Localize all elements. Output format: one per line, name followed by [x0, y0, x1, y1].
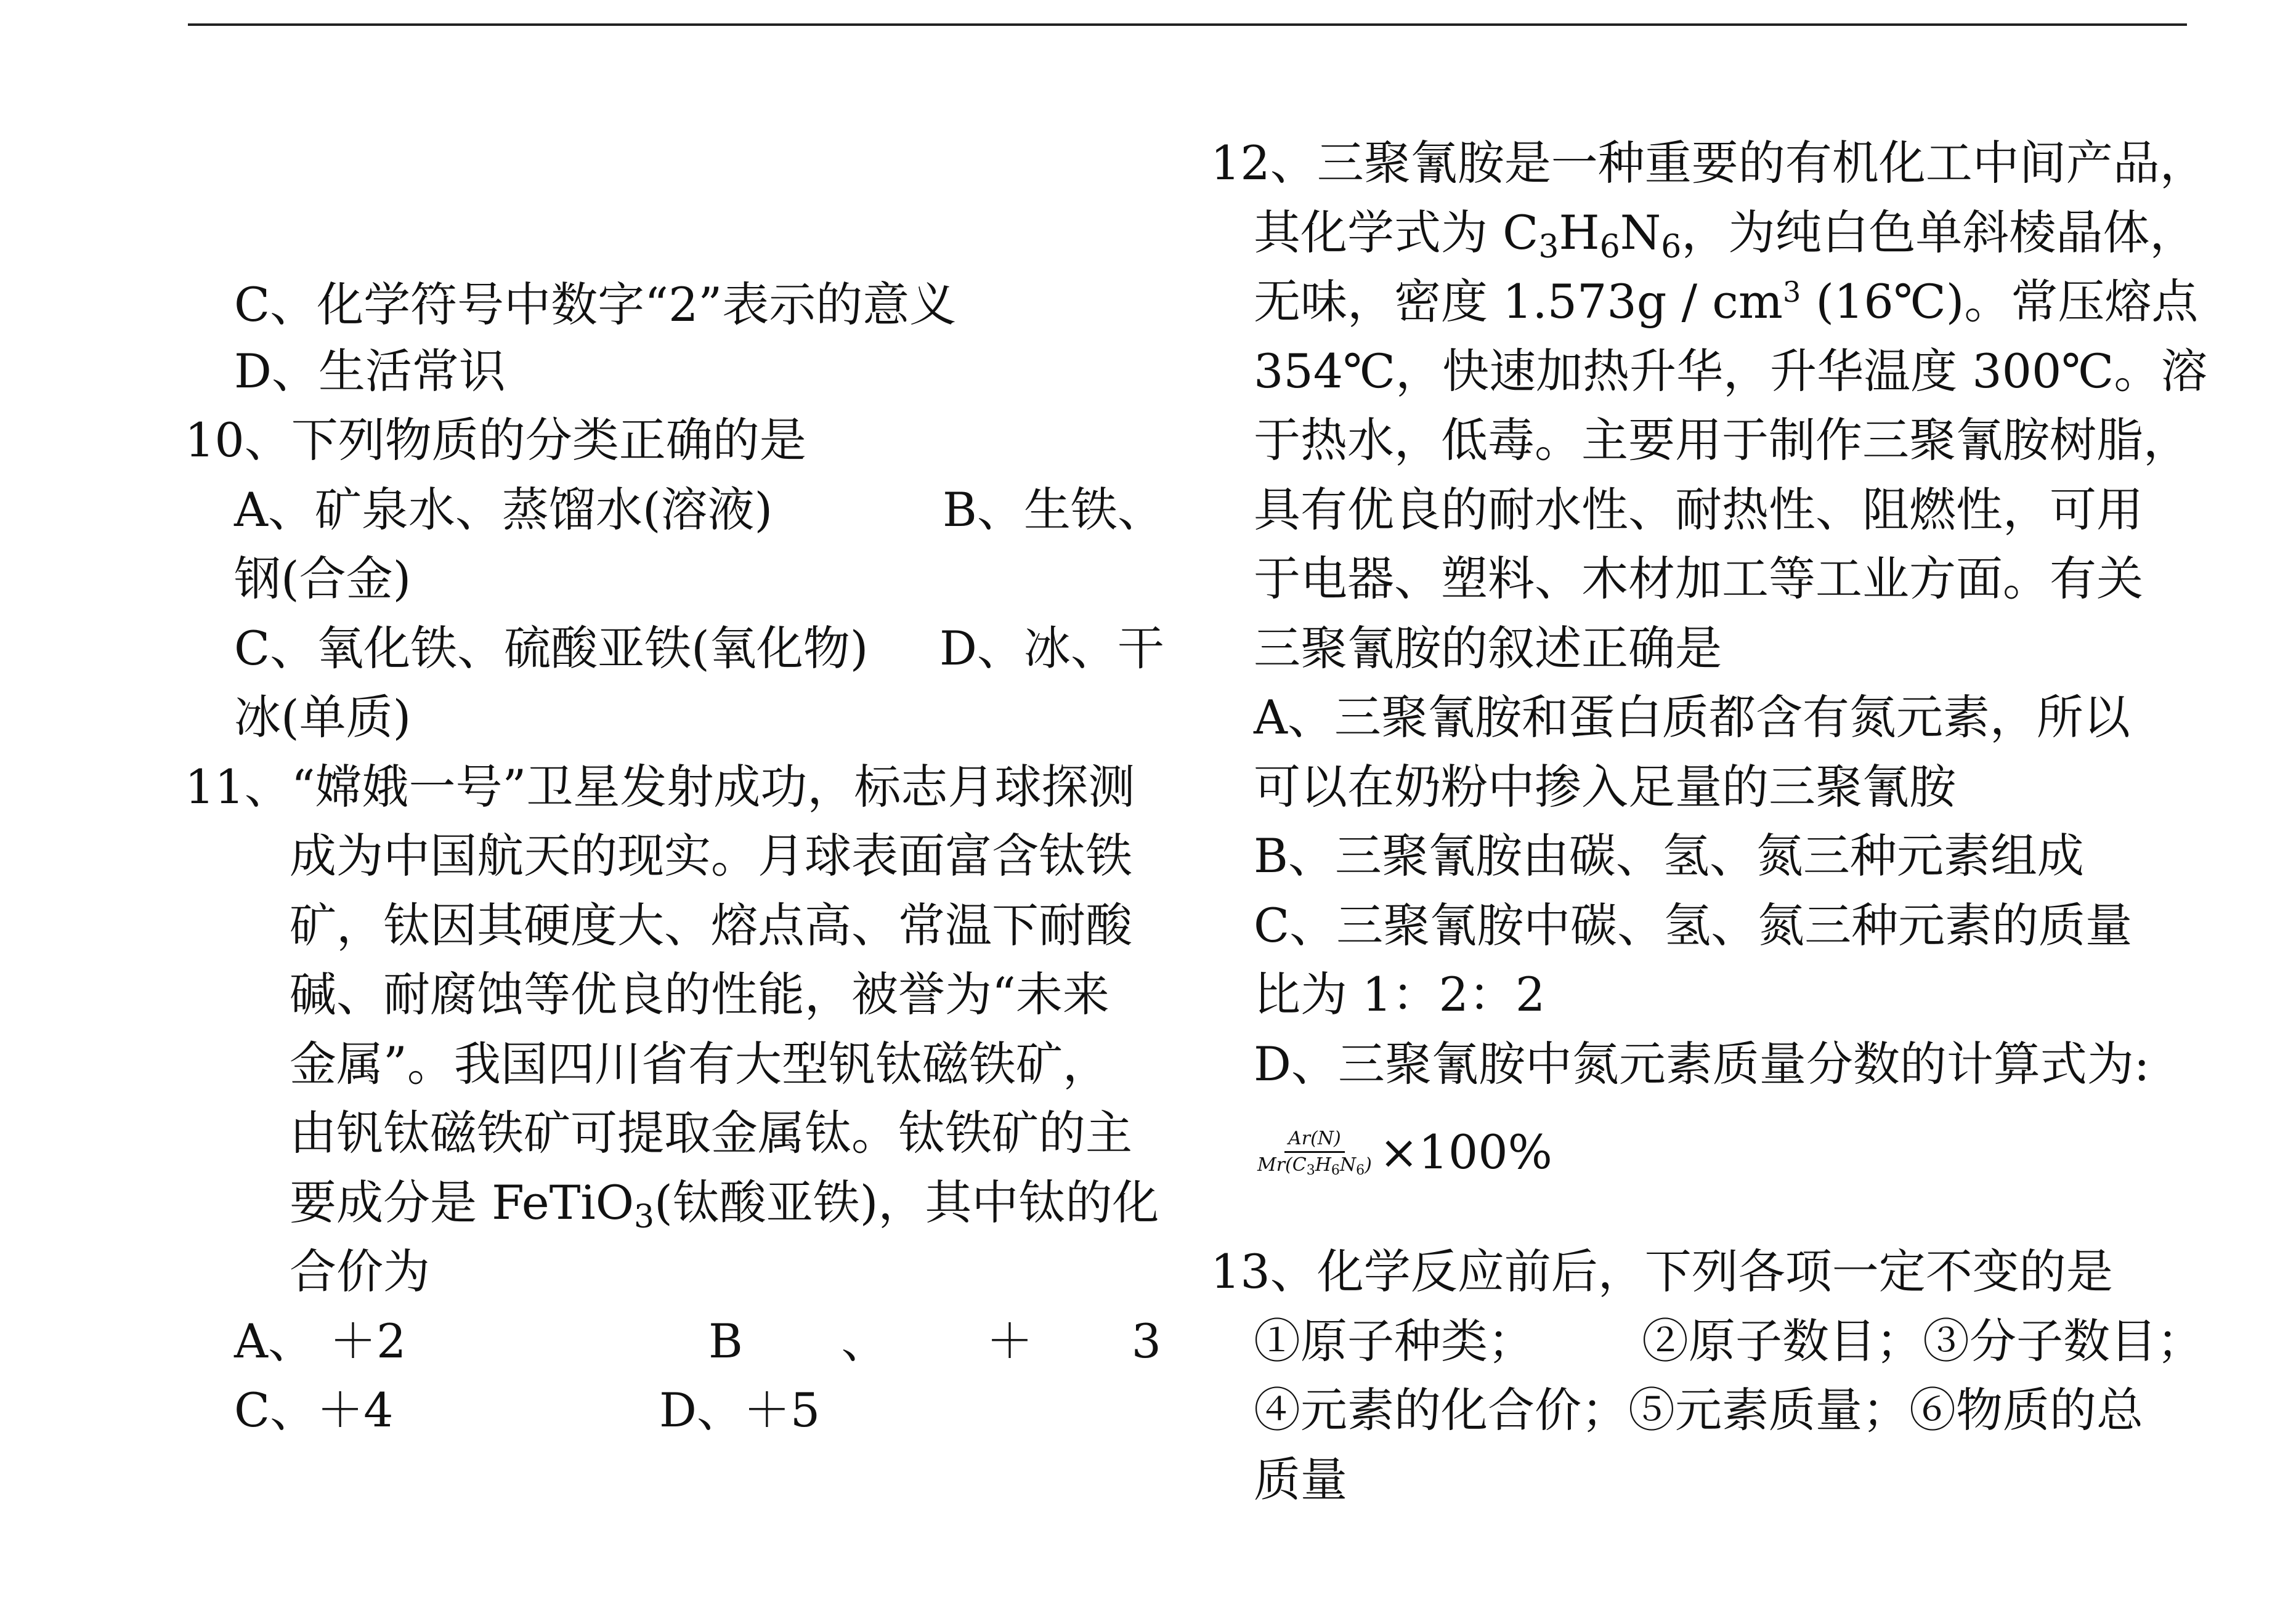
fraction — [1254, 1128, 1376, 1176]
q12-option-a-line-2: 可以在奶粉中掺入足量的三聚氰胺 — [1254, 759, 1956, 814]
q11-line-1: 11、“嫦娥一号”卫星发射成功，标志月球探测 — [185, 759, 1135, 814]
q11-line-7-post: (钛酸亚铁)，其中钛的化 — [654, 1175, 1159, 1230]
q13-items-line-1a: ①原子种类； — [1254, 1314, 1535, 1368]
q11-option-b — [708, 1311, 1161, 1372]
q11-option-a: A、 ＋2 — [234, 1314, 407, 1368]
formula-subscript: 6 — [1356, 1162, 1365, 1178]
formula-element: N — [1339, 1154, 1357, 1176]
q12-line-3-pre: 无味，密度 1.573g / cm — [1254, 274, 1783, 329]
q10-option-b-end: 钢(合金) — [234, 551, 412, 606]
q10-option-a: A、矿泉水、蒸馏水(溶液) — [234, 482, 773, 537]
formula-element: N — [1620, 205, 1661, 260]
formula-element: H — [1315, 1154, 1331, 1176]
q10-stem: 10、下列物质的分类正确的是 — [185, 413, 806, 467]
q11-line-7 — [290, 1172, 1159, 1234]
q10-option-c: C、氧化铁、硫酸亚铁(氧化物) — [234, 621, 869, 676]
header-rule — [188, 23, 2187, 26]
q11-option-b-sign: ＋ — [986, 1314, 1034, 1368]
fraction-multiplier: ×100% — [1379, 1124, 1552, 1179]
q12-line-3-post: (16℃)。常压熔点 — [1801, 274, 2199, 329]
formula-subscript: 6 — [1331, 1162, 1340, 1178]
formula-subscript: 3 — [1306, 1162, 1315, 1178]
q9-option-c: C、化学符号中数字“2”表示的意义 — [234, 277, 957, 332]
q11-option-d: D、＋5 — [659, 1383, 821, 1437]
q9-option-d: D、生活常识 — [234, 344, 506, 398]
den-post: ) — [1365, 1154, 1372, 1176]
q12-option-c-line-1: C、三聚氰胺中碳、氢、氮三种元素的质量 — [1254, 898, 2133, 953]
q12-line-7: 于电器、塑料、木材加工等工业方面。有关 — [1254, 551, 2143, 606]
q12-line-3 — [1254, 271, 2198, 333]
q11-line-8: 合价为 — [290, 1244, 430, 1299]
q11-option-b-sep: 、 — [841, 1314, 888, 1368]
q12-line-5: 于热水，低毒。主要用于制作三聚氰胺树脂， — [1254, 413, 2190, 467]
fraction-denominator — [1254, 1153, 1376, 1176]
formula-subscript: 3 — [1538, 228, 1559, 265]
q12-option-a-line-1: A、三聚氰胺和蛋白质都含有氮元素，所以 — [1254, 690, 2130, 745]
q10-option-b-start: B、生铁、 — [943, 482, 1164, 537]
q12-line-1: 12、三聚氰胺是一种重要的有机化工中间产品， — [1211, 135, 2207, 190]
q11-option-b-value: 3 — [1131, 1314, 1161, 1368]
den-pre: Mr(C — [1257, 1154, 1307, 1176]
formula-subscript: 6 — [1661, 228, 1682, 265]
q12-line-2-post: ，为纯白色单斜棱晶体， — [1681, 205, 2197, 260]
fraction-numerator: Ar(N) — [1284, 1128, 1345, 1153]
q10-option-d-start: D、冰、干 — [939, 621, 1164, 676]
q12-line-2 — [1254, 202, 2196, 264]
mass-fraction-formula — [1254, 1109, 1552, 1195]
q10-option-d-end: 冰(单质) — [234, 690, 412, 745]
formula-element: H — [1559, 205, 1600, 260]
q12-line-8: 三聚氰胺的叙述正确是 — [1254, 621, 1722, 676]
q12-option-c-line-2: 比为 1：2：2 — [1254, 967, 1546, 1022]
q11-option-b-letter: B — [708, 1314, 743, 1368]
q13-items-line-1b: ②原子数目；③分子数目； — [1642, 1314, 2204, 1368]
q13-items-line-2: ④元素的化合价；⑤元素质量；⑥物质的总 — [1254, 1383, 2143, 1437]
formula-subscript: 3 — [634, 1199, 655, 1235]
q11-option-c: C、＋4 — [234, 1383, 394, 1437]
q13-items-line-3: 质量 — [1254, 1452, 1347, 1507]
q11-line-7-pre: 要成分是 FeTiO — [290, 1175, 635, 1230]
q11-line-5: 金属”。我国四川省有大型钒钛磁铁矿， — [290, 1037, 1109, 1091]
q11-line-4: 碱、耐腐蚀等优良的性能，被誉为“未来 — [290, 967, 1109, 1022]
q12-line-6: 具有优良的耐水性、耐热性、阻燃性，可用 — [1254, 482, 2143, 537]
q12-option-b: B、三聚氰胺由碳、氢、氮三种元素组成 — [1254, 828, 2084, 883]
unit-superscript: 3 — [1782, 275, 1801, 309]
formula-subscript: 6 — [1599, 228, 1620, 265]
q11-line-2: 成为中国航天的现实。月球表面富含钛铁 — [290, 828, 1132, 883]
q12-line-4: 354℃，快速加热升华，升华温度 300℃。溶 — [1254, 344, 2208, 398]
q11-line-3: 矿，钛因其硬度大、熔点高、常温下耐酸 — [290, 898, 1132, 953]
q12-line-2-pre: 其化学式为 C — [1254, 205, 1539, 260]
q11-line-6: 由钒钛磁铁矿可提取金属钛。钛铁矿的主 — [290, 1106, 1132, 1160]
q12-option-d: D、三聚氰胺中氮元素质量分数的计算式为: — [1254, 1037, 2150, 1091]
q13-stem: 13、化学反应前后，下列各项一定不变的是 — [1211, 1244, 2113, 1299]
